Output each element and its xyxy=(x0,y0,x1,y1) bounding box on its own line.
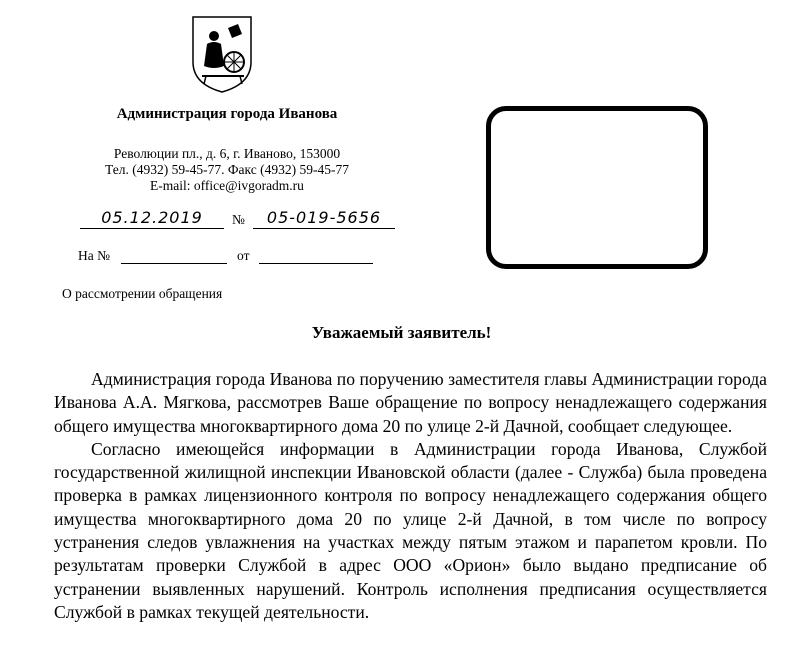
registration-number-label: № xyxy=(232,212,245,227)
reference-from-label: от xyxy=(237,248,250,263)
body-paragraph: Администрация города Иванова по поручению заместителя главы Администрации города Иванова А.А. Мягкова, рассмотрев Ваше обращение по вопросу ненадлежащего содержания общего имущества многоквартирного дома 20 по улице 2-й Дачной, сообщает следующее. xyxy=(54,369,767,436)
address-line: Революции пл., д. 6, г. Иваново, 153000 xyxy=(113,146,341,161)
email-line: E-mail: office@ivgoradm.ru xyxy=(150,178,304,193)
organization-name: Администрация города Иванова xyxy=(116,106,338,122)
greeting: Уважаемый заявитель! xyxy=(311,323,492,342)
coat-of-arms-emblem xyxy=(190,14,254,94)
body-paragraph: Согласно имеющейся информации в Администрации города Иванова, Службой государственной жилищной инспекции Ивановской области (далее - Служба) была проведена проверка в рамках лицензионного контроля по вопросу ненадлежащего содержания общего имущества многоквартирного дома 20 по улице 2-й Дачной, в том числе по вопросу устранения следов увлажнения на участках между пятым этажом и парапетом кровли. По результатам проверки Службой в адрес ООО «Орион» было выдано предписание об устранении выявленных нарушений. Контроль исполнения предписания осуществляется Службой в рамках текущей деятельности. xyxy=(54,438,767,622)
reference-number-label: На № xyxy=(78,248,110,263)
registration-number: 05-019-5656 xyxy=(253,208,395,229)
registration-date: 05.12.2019 xyxy=(80,208,224,229)
phone-line: Тел. (4932) 59-45-77. Факс (4932) 59-45-77 xyxy=(105,162,349,177)
letter-subject: О рассмотрении обращения xyxy=(62,286,223,301)
letter-body xyxy=(54,368,767,624)
redacted-recipient-box xyxy=(486,106,708,269)
reference-number-blank xyxy=(121,249,227,264)
reference-date-blank xyxy=(259,249,373,264)
